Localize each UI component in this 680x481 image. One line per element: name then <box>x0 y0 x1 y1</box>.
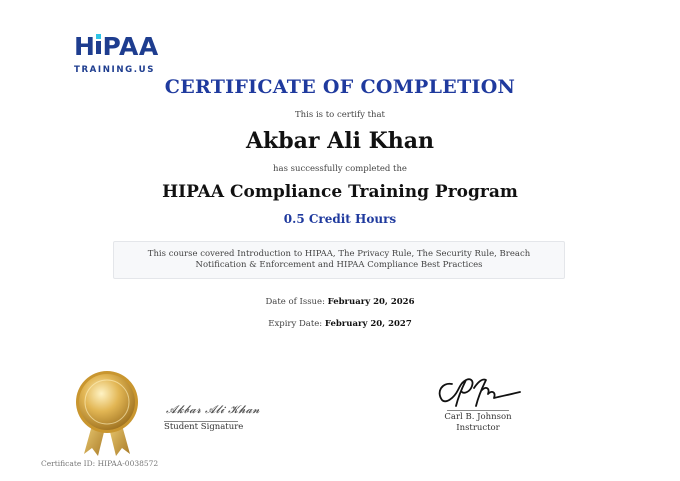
logo-wordmark <box>74 34 174 63</box>
program-name: HIPAA Compliance Training Program <box>162 182 518 202</box>
student-signature-label: Student Signature <box>164 422 244 432</box>
logo-subtitle: TRAINING.US <box>74 65 155 75</box>
expiry-date-line <box>0 319 680 329</box>
gold-seal-icon <box>70 368 144 458</box>
hipaa-training-logo <box>74 34 174 74</box>
certify-text: This is to certify that <box>295 110 385 120</box>
logo-letter-i <box>95 34 102 63</box>
course-description: This course covered Introduction to HIPAA, The Privacy Rule, The Security Rule, Breach Notification & Enforcement and HIPAA Compliance Best Practices <box>147 248 531 270</box>
certificate-title: CERTIFICATE OF COMPLETION <box>164 76 516 98</box>
issue-date-label: Date of Issue: <box>265 297 328 307</box>
certificate-id: Certificate ID: HIPAA-0038572 <box>41 459 159 468</box>
instructor-label: Instructor <box>456 423 500 433</box>
student-signature-script: 𝓐𝓴𝓫𝓪𝓻 𝓐𝓵𝓲 𝓚𝓱𝓪𝓷 <box>166 403 260 416</box>
course-description-box <box>113 241 565 279</box>
completed-text: has successfully completed the <box>273 164 407 174</box>
instructor-name: Carl B. Johnson <box>444 412 512 422</box>
instructor-signature-icon <box>432 374 524 410</box>
logo-letter-h: H <box>74 32 96 61</box>
logo-letters-paa: PAA <box>102 32 159 61</box>
logo-i-glyph <box>95 34 102 59</box>
issue-date-line <box>0 297 680 307</box>
expiry-date-label: Expiry Date: <box>268 319 325 329</box>
credit-hours: 0.5 Credit Hours <box>283 212 397 226</box>
issue-date-value: February 20, 2026 <box>327 297 415 307</box>
expiry-date-value: February 20, 2027 <box>324 319 412 329</box>
instructor-signature-line <box>447 410 509 411</box>
recipient-name: Akbar Ali Khan <box>245 128 434 154</box>
